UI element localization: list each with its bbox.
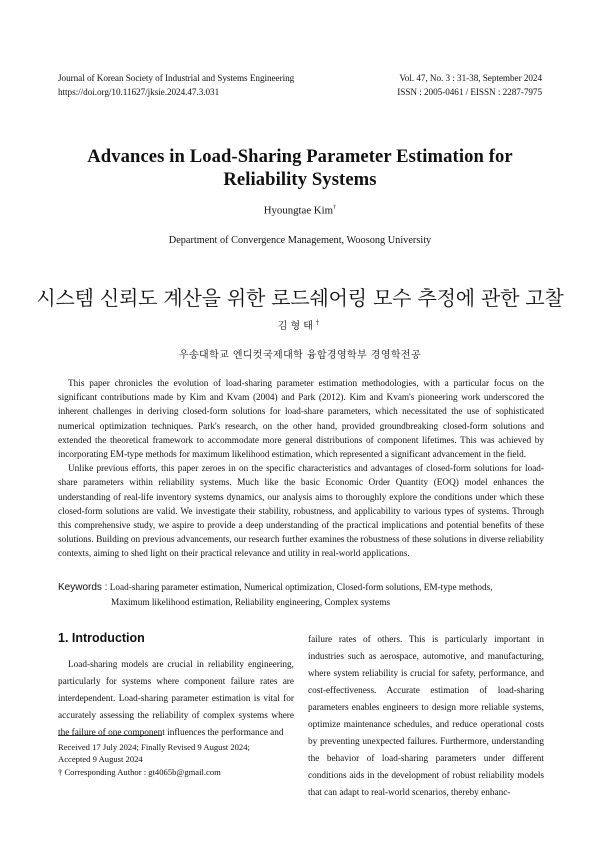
issn-info: ISSN : 2005-0461 / EISSN : 2287-7975 (397, 87, 542, 97)
korean-author (0, 317, 600, 332)
korean-title: 시스템 신뢰도 계산을 위한 로드쉐어링 모수 추정에 관한 고찰 (36, 286, 564, 310)
author (0, 204, 600, 217)
paper-title-line1: Advances in Load-Sharing Parameter Estimation for (87, 146, 513, 167)
abstract-paragraph: This paper chronicles the evolution of load-sharing parameter estimation methodologies, with a particular focus on the significant contributions made by Kim and Kvam (2004) and Park (2012). Kim and Kvam's pioneering work underscored the inherent challenges in deriving closed-form solutions for load-share parameters, which necessitated the use of sophisticated numerical optimization techniques. Park's research, on the other hand, provided groundbreaking closed-form solutions and extended the theoretical framework to accommodate more general distributions of component lifetimes. This was achieved by incorporating EM-type methods for maximum likelihood estimation, which represented a significant advancement in the field. (58, 379, 544, 461)
body-column-right: failure rates of others. This is particularly important in industries such as aerospace, automotive, and manufacturing, where system reliability is crucial for safety, performance, and cost-effectiveness. Accurate estimation of load-sharing parameters enables engineers to design more reliable systems, optimize maintenance schedules, and reduce operational costs by preventing unexpected failures. Furthermore, understanding the behavior of load-sharing parameters under different conditions aids in the development of robust reliability models that can adapt to real-world scenarios, thereby enhanc- (308, 635, 544, 799)
abstract-paragraph: Unlike previous efforts, this paper zeroes in on the specific characteristics and advantages of closed-form solutions for load-share parameters within reliability systems. Much like the basic Economic Order Quantity (EOQ) model enhances the understanding of real-life inventory systems dynamics, our analysis aims to thoroughly explore the conditions under which these closed-form solutions are valid. We investigate their stability, robustness, and applicability to various types of systems. Through this comprehensive study, we aspire to provide a deep understanding of the practical implications and potential benefits of these solutions. Building on previous advancements, our research further examines the robustness of these solutions in diverse reliability contexts, aiming to shed light on their practical relevance and utility in real-world applications. (58, 464, 544, 560)
running-header-right (397, 71, 542, 99)
paper-title-line2: Reliability Systems (223, 169, 377, 190)
affiliation: Department of Convergence Management, Woosong University (168, 235, 432, 246)
corresponding-author-text: Corresponding Author : gt4065b@gmail.com (64, 766, 221, 777)
journal-name: Journal of Korean Society of Industrial and Systems Engineering (58, 73, 295, 83)
footnotes (58, 741, 250, 778)
corresponding-mark: † (58, 766, 63, 777)
paper-title (0, 145, 600, 191)
keywords-line2: Maximum likelihood estimation, Reliability engineering, Complex systems (111, 598, 391, 608)
abstract (58, 377, 544, 562)
body-column-left: Load-sharing models are crucial in reliability engineering, particularly for systems where component failure rates are interdependent. Load-sharing parameter estimation is vital for accurately assessing the reliability of complex systems where the failure of one component influences the performance and (58, 660, 294, 739)
received-date: Received 17 July 2024; Finally Revised 9 August 2024; (58, 742, 250, 752)
corresponding-author (58, 766, 250, 778)
korean-author-mark: † (315, 318, 323, 327)
keywords (58, 580, 544, 611)
keywords-line1: Load-sharing parameter estimation, Numerical optimization, Closed-form solutions, EM-type methods, (109, 583, 493, 593)
running-header-left (58, 71, 294, 99)
doi-link[interactable]: https://doi.org/10.11627/jksie.2024.47.3.031 (58, 87, 220, 97)
author-name: Hyoungtae Kim (263, 204, 334, 217)
accepted-date: Accepted 9 August 2024 (58, 754, 143, 765)
korean-author-name: 김형태 (277, 321, 316, 332)
volume-info: Vol. 47, No. 3 : 31-38, September 2024 (399, 73, 542, 83)
section-heading: 1. Introduction (58, 631, 145, 645)
author-mark: † (333, 204, 337, 211)
footnote-divider (58, 735, 162, 736)
korean-affiliation: 우송대학교 엔디컷국제대학 융합경영학부 경영학전공 (178, 350, 422, 361)
keywords-label: Keywords : (58, 582, 108, 593)
